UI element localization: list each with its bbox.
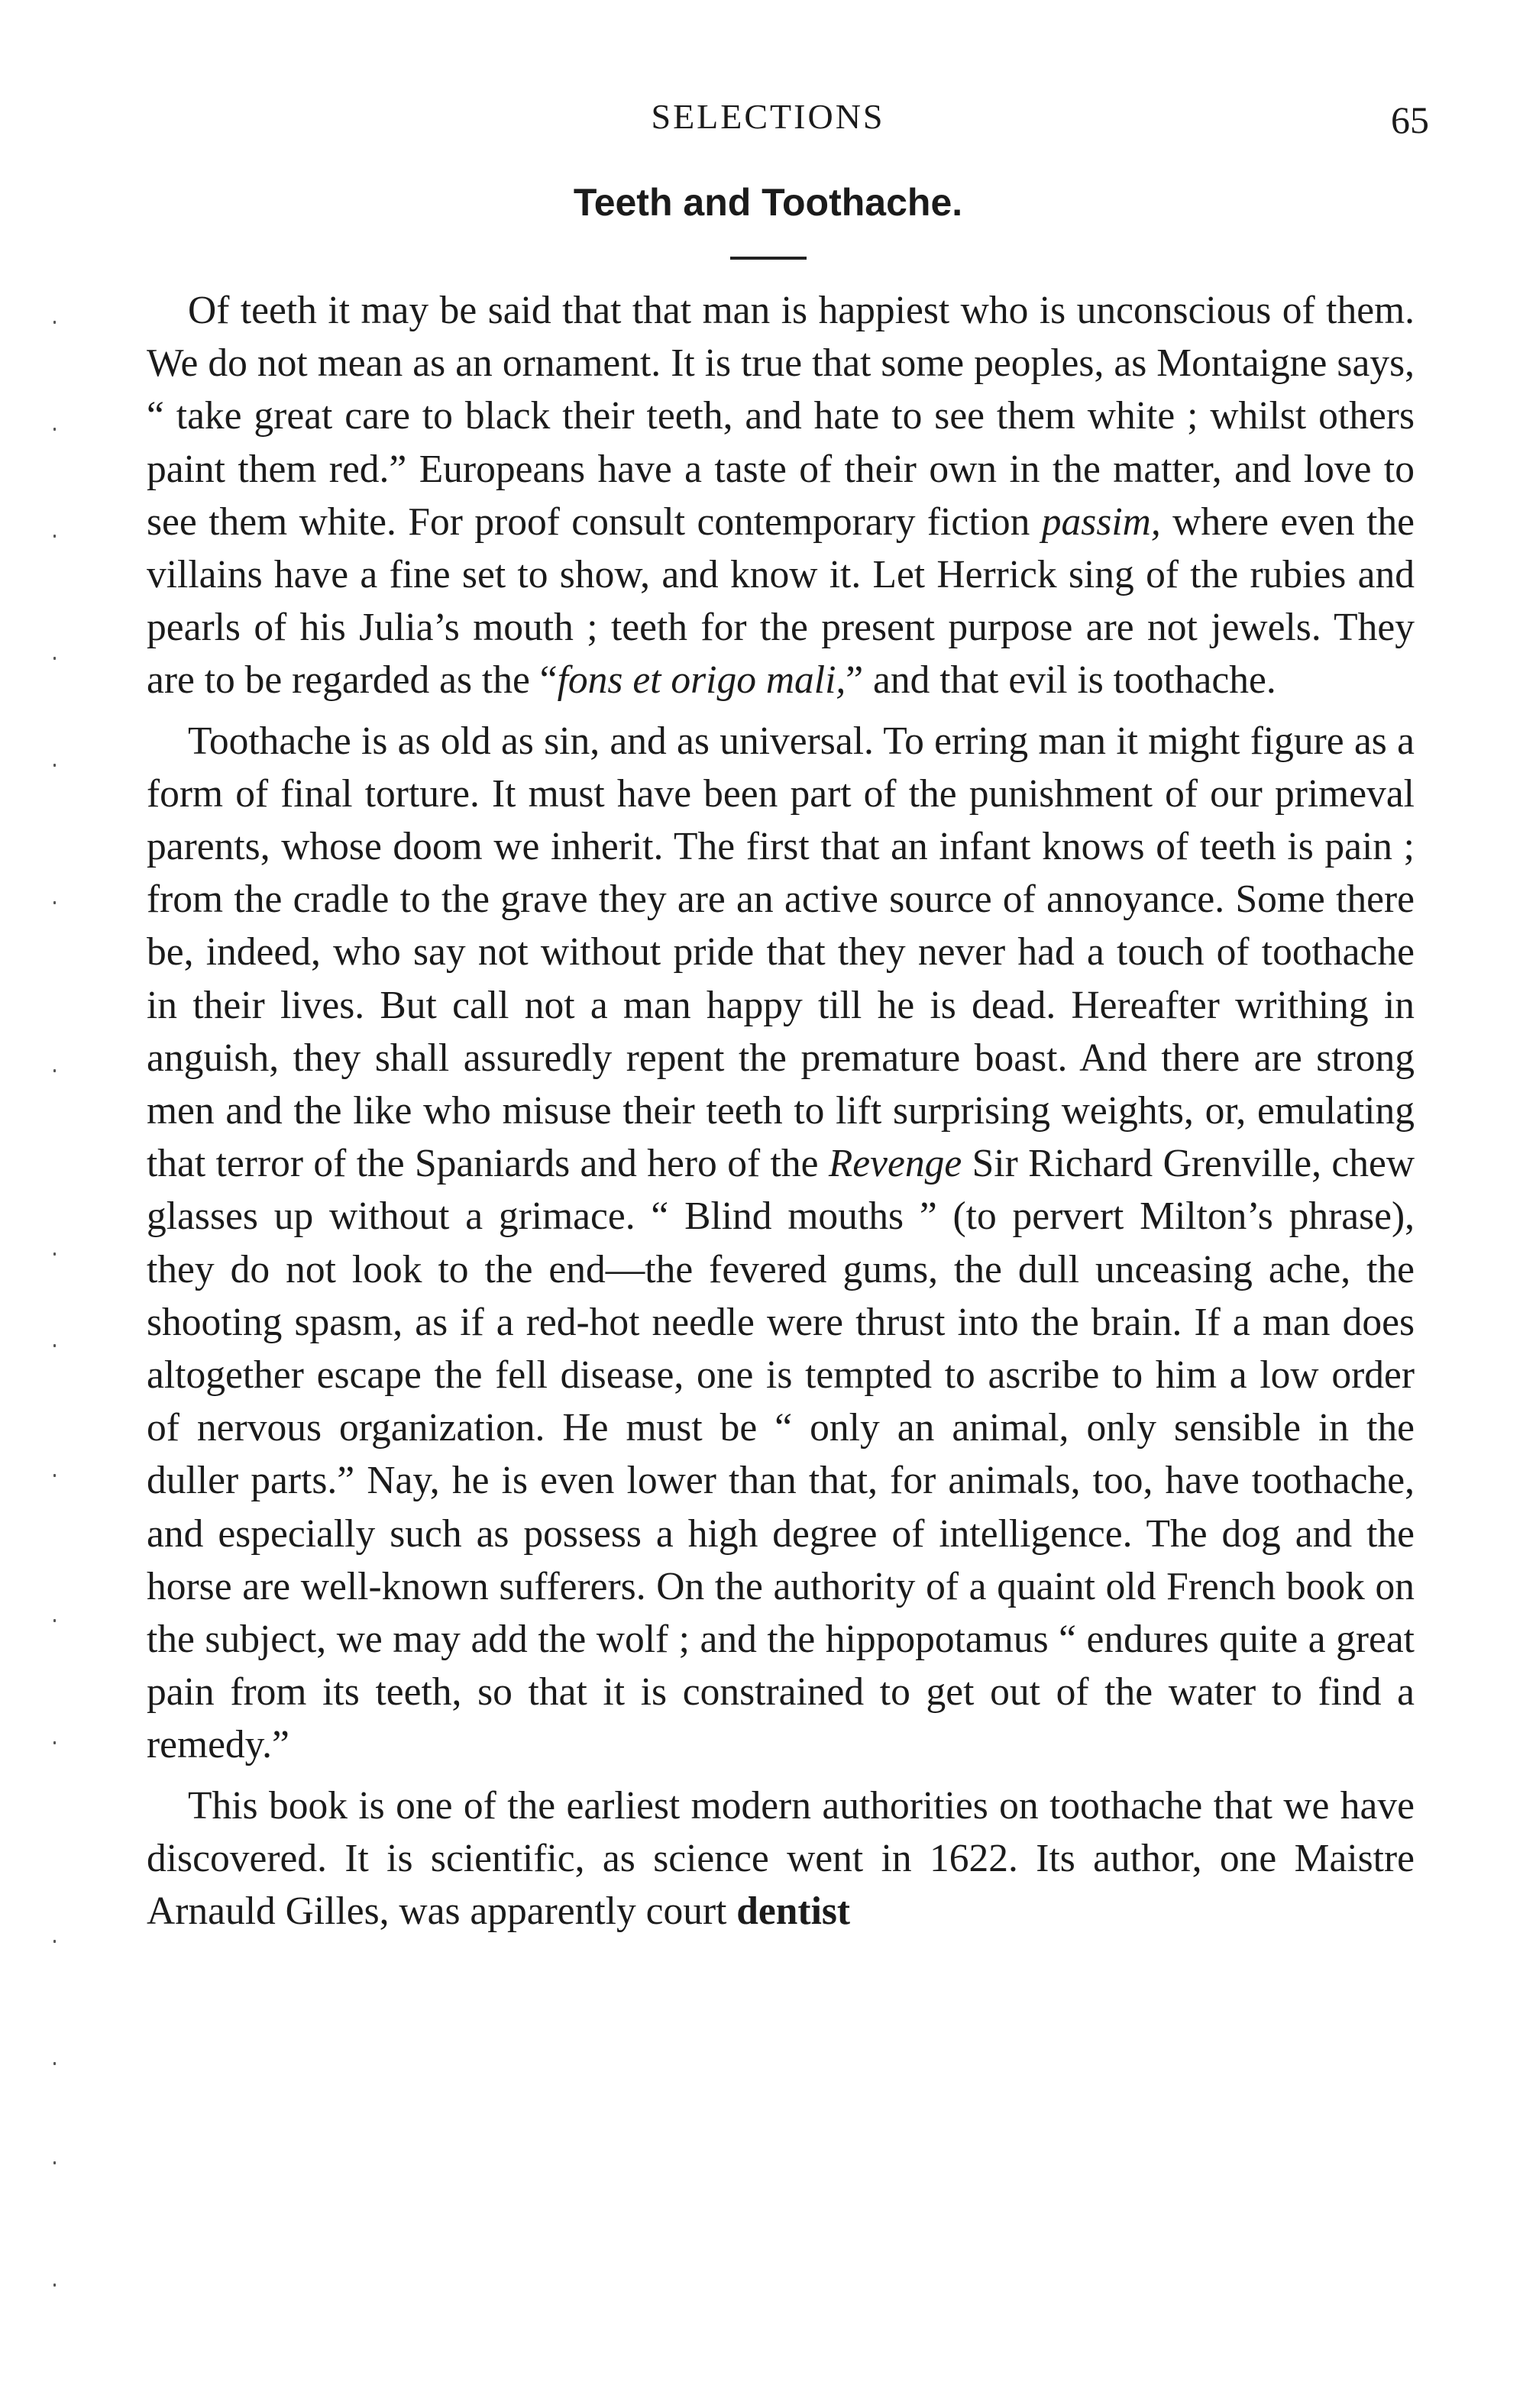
scan-speck bbox=[53, 428, 56, 431]
page-header bbox=[0, 96, 1536, 150]
margin-scan-specks bbox=[53, 0, 69, 2408]
scan-speck bbox=[53, 2161, 56, 2164]
scan-speck bbox=[53, 1474, 56, 1477]
scan-speck bbox=[53, 2284, 56, 2287]
scan-speck bbox=[53, 1069, 56, 1072]
scan-speck bbox=[53, 1741, 56, 1744]
body-text bbox=[147, 284, 1415, 1945]
italic-revenge: Revenge bbox=[828, 1142, 962, 1186]
paragraph-3-text-a: This book is one of the earliest modern authorities on toothache that we have discovered. It is scientific, as science went in 1622. Its author, one Maistre Arnauld Gilles, was apparently court bbox=[147, 1783, 1415, 1934]
paragraph-1-text-b: where even the villains have a fine set to show, and know it. Let Herrick sing of the rubies and pearls of his Julia’s mouth ; teeth for the present purpose are not jewels. They are to be regarded as the “ bbox=[147, 499, 1415, 703]
scan-speck bbox=[53, 1344, 56, 1347]
running-head: SELECTIONS bbox=[651, 97, 885, 136]
italic-passim: passim, bbox=[1041, 499, 1161, 544]
paragraph-1-text-c: ” and that evil is toothache. bbox=[846, 658, 1276, 703]
paragraph-1-text-a: Of teeth it may be said that that man is happiest who is unconscious of them. We do not mean as an ornament. It is true that some peoples, as Montaigne says, “ take great care to black their teeth, and hate to see them white ; whilst others paint them red.” Europeans have a taste of their own in the matter, and love to see them white. For proof consult contemporary fiction bbox=[147, 289, 1415, 544]
scan-speck bbox=[53, 1940, 56, 1943]
scan-speck bbox=[53, 657, 56, 660]
paragraph-2-text-b: Sir Richard Grenville, chew glasses up without a grimace. “ Blind mouths ” (to pervert Milton’s phrase), they do not look to the end—the fevered gums, the dull unceasing ache, the shooting spasm, as if a red-hot needle were thrust into the brain. If a man does altogether escape the fell disease, one is tempted to ascribe to him a low order of nervous organization. He must be “ only an animal, only sensible in the duller parts.” Nay, he is even lower than that, for animals, too, have toothache, and especially such as possess a high degree of intelligence. The dog and the horse are well-known sufferers. On the authority of a quaint old French book on the subject, we may add the wolf ; and the hippopotamus “ endures quite a great pain from its teeth, so that it is constrained to get out of the water to find a remedy.” bbox=[147, 1142, 1415, 1767]
scan-speck bbox=[53, 321, 56, 324]
italic-fons-et-origo-mali: fons et origo mali, bbox=[557, 658, 846, 703]
paragraph-1 bbox=[147, 284, 1415, 707]
scan-speck bbox=[53, 2062, 56, 2065]
bold-word-dentist: dentist bbox=[736, 1889, 851, 1934]
scan-speck bbox=[53, 1252, 56, 1256]
title-rule bbox=[730, 257, 807, 260]
scan-speck bbox=[53, 535, 56, 538]
paragraph-2 bbox=[147, 715, 1415, 1772]
page-number: 65 bbox=[1391, 99, 1429, 141]
paragraph-3 bbox=[147, 1779, 1415, 1938]
section-title: Teeth and Toothache. bbox=[573, 181, 963, 224]
paragraph-2-text-a: Toothache is as old as sin, and as universal. To erring man it might figure as a form of final torture. It must have been part of the punishment of our primeval parents, whose doom we inherit. The first that an infant knows of teeth is pain ; from the cradle to the grave they are an active source of annoyance. Some there be, indeed, who say not without pride that they never had a touch of toothache in their lives. But call not a man happy till he is dead. Hereafter writhing in anguish, they shall assuredly repent the premature boast. And there are strong men and the like who misuse their teeth to lift surprising weights, or, emulating that terror of the Spaniards and hero of the bbox=[147, 719, 1415, 1186]
scan-speck bbox=[53, 901, 56, 904]
scan-speck bbox=[53, 764, 56, 767]
scan-speck bbox=[53, 1619, 56, 1622]
